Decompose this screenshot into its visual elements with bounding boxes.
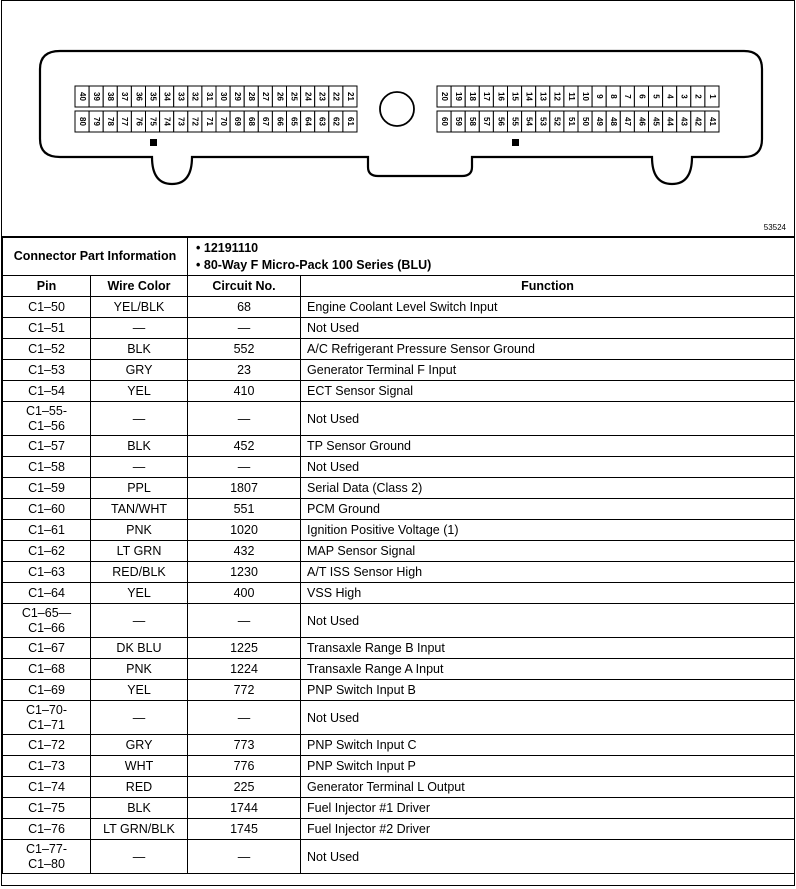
- circuit-cell: —: [188, 701, 301, 735]
- pin-label: C1–75: [28, 800, 65, 815]
- table-row: [3, 318, 795, 339]
- circuit-cell: 23: [188, 360, 301, 381]
- pin-label: C1–72: [28, 737, 65, 752]
- function-cell: Fuel Injector #2 Driver: [301, 819, 795, 840]
- circuit-cell: 225: [188, 777, 301, 798]
- right-bottom-row-cavity-number: 56: [496, 117, 506, 126]
- right-top-row-cavity-number: 2: [693, 94, 703, 99]
- wire-color-cell: YEL/BLK: [91, 297, 188, 318]
- pin-label: C1–52: [28, 341, 65, 356]
- circuit-cell: —: [188, 402, 301, 436]
- pin-cell: [3, 457, 91, 478]
- left-bottom-row-cavity-number: 79: [92, 117, 102, 126]
- wire-color-cell: —: [91, 318, 188, 339]
- left-bottom-row-cavity-number: 61: [345, 117, 355, 126]
- left-top-row-cavity-number: 30: [218, 92, 228, 101]
- table-row: [3, 659, 795, 680]
- left-bottom-row-cavity-number: 77: [120, 117, 130, 126]
- right-top-row-cavity-number: 18: [468, 92, 478, 101]
- pin-label: C1–69: [28, 682, 65, 697]
- left-bottom-row-cavity-number: 70: [218, 117, 228, 126]
- pin-cell: [3, 562, 91, 583]
- wire-color-cell: LT GRN: [91, 541, 188, 562]
- pin-label: C1–62: [28, 543, 65, 558]
- table-row: [3, 583, 795, 604]
- pin-cell: [3, 604, 91, 638]
- left-top-row-cavity-number: 38: [106, 92, 116, 101]
- circuit-cell: —: [188, 457, 301, 478]
- left-top-row-cavity-number: 39: [92, 92, 102, 101]
- center-hole: [380, 92, 414, 126]
- function-cell: Fuel Injector #1 Driver: [301, 798, 795, 819]
- circuit-cell: 1224: [188, 659, 301, 680]
- wire-color-cell: TAN/WHT: [91, 499, 188, 520]
- header-function: Function: [301, 276, 795, 297]
- circuit-cell: 1225: [188, 638, 301, 659]
- function-cell: ECT Sensor Signal: [301, 381, 795, 402]
- circuit-cell: 410: [188, 381, 301, 402]
- right-top-row-cavity-number: 1: [707, 94, 717, 99]
- left-bottom-row-cavity-number: 65: [289, 117, 299, 126]
- wire-color-cell: —: [91, 457, 188, 478]
- right-bottom-row-cavity-number: 52: [552, 117, 562, 126]
- wire-color-cell: RED/BLK: [91, 562, 188, 583]
- connector-page: [1, 0, 795, 886]
- pin-label: C1–77-: [26, 841, 67, 856]
- left-top-row-cavity-number: 35: [148, 92, 158, 101]
- table-row: [3, 638, 795, 659]
- function-cell: PNP Switch Input P: [301, 756, 795, 777]
- left-bottom-row-cavity-number: 62: [331, 117, 341, 126]
- left-top-row-cavity-number: 40: [77, 92, 87, 101]
- connector-info-label: Connector Part Information: [3, 238, 188, 276]
- pin-label: C1–61: [28, 522, 65, 537]
- right-top-row-cavity-number: 3: [679, 94, 689, 99]
- pinout-table: [2, 237, 795, 874]
- left-top-row-cavity-number: 34: [162, 92, 172, 101]
- left-bottom-row-cavity-number: 68: [247, 117, 257, 126]
- left-top-row-cavity-number: 28: [247, 92, 257, 101]
- pin-label: C1–59: [28, 480, 65, 495]
- right-top-row-cavity-number: 20: [439, 92, 449, 101]
- left-top-row-cavity-number: 24: [303, 92, 313, 101]
- pin-cell: [3, 638, 91, 659]
- function-cell: Engine Coolant Level Switch Input: [301, 297, 795, 318]
- circuit-cell: 776: [188, 756, 301, 777]
- pin-label: C1–58: [28, 459, 65, 474]
- function-cell: MAP Sensor Signal: [301, 541, 795, 562]
- right-top-row-cavity-number: 13: [538, 92, 548, 101]
- pin-cell: [3, 756, 91, 777]
- left-bottom-row-cavity-number: 78: [106, 117, 116, 126]
- left-bottom-row-cavity-number: 74: [162, 117, 172, 126]
- table-row: [3, 402, 795, 436]
- pin-label: C1–54: [28, 383, 65, 398]
- left-top-row-cavity-number: 21: [345, 92, 355, 101]
- table-row: [3, 457, 795, 478]
- pin-cell: [3, 701, 91, 735]
- right-top-row-cavity-number: 6: [637, 94, 647, 99]
- table-row: [3, 478, 795, 499]
- function-cell: A/C Refrigerant Pressure Sensor Ground: [301, 339, 795, 360]
- pin-label: C1–74: [28, 779, 65, 794]
- function-cell: Transaxle Range A Input: [301, 659, 795, 680]
- function-cell: TP Sensor Ground: [301, 436, 795, 457]
- left-bottom-row-cavity-number: 75: [148, 117, 158, 126]
- wire-color-cell: RED: [91, 777, 188, 798]
- pin-cell: [3, 777, 91, 798]
- table-row: [3, 756, 795, 777]
- pin-label: C1–70-: [26, 702, 67, 717]
- left-bottom-row-cavity-number: 67: [261, 117, 271, 126]
- pin-one-marker-right: [512, 139, 519, 146]
- pin-label: C1–76: [28, 821, 65, 836]
- function-cell: Not Used: [301, 604, 795, 638]
- header-circuit: Circuit No.: [188, 276, 301, 297]
- left-top-row-cavity-number: 27: [261, 92, 271, 101]
- header-pin: Pin: [3, 276, 91, 297]
- wire-color-cell: BLK: [91, 798, 188, 819]
- table-row: [3, 436, 795, 457]
- pin-one-marker-left: [150, 139, 157, 146]
- pin-cell: [3, 360, 91, 381]
- table-row: [3, 297, 795, 318]
- table-row: [3, 701, 795, 735]
- wire-color-cell: PNK: [91, 520, 188, 541]
- wire-color-cell: PNK: [91, 659, 188, 680]
- pin-cell: [3, 297, 91, 318]
- pin-cell: [3, 583, 91, 604]
- pin-cell: [3, 520, 91, 541]
- left-top-row-cavity-number: 36: [134, 92, 144, 101]
- table-row: [3, 562, 795, 583]
- wire-color-cell: —: [91, 701, 188, 735]
- right-top-row-cavity-number: 4: [665, 94, 675, 99]
- pin-cell: [3, 819, 91, 840]
- connector-info-values: [188, 238, 795, 276]
- wire-color-cell: YEL: [91, 680, 188, 701]
- table-row: [3, 798, 795, 819]
- circuit-cell: 68: [188, 297, 301, 318]
- wire-color-cell: —: [91, 604, 188, 638]
- left-top-row-cavity-number: 22: [331, 92, 341, 101]
- wire-color-cell: PPL: [91, 478, 188, 499]
- pin-cell: [3, 798, 91, 819]
- right-bottom-row-cavity-number: 54: [524, 117, 534, 126]
- header-wire-color: Wire Color: [91, 276, 188, 297]
- circuit-cell: 1020: [188, 520, 301, 541]
- circuit-cell: 1807: [188, 478, 301, 499]
- table-row: [3, 499, 795, 520]
- circuit-cell: 1745: [188, 819, 301, 840]
- pin-cell: [3, 339, 91, 360]
- circuit-cell: 1744: [188, 798, 301, 819]
- wire-color-cell: YEL: [91, 381, 188, 402]
- pin-cell: [3, 840, 91, 874]
- function-cell: Not Used: [301, 402, 795, 436]
- circuit-cell: 432: [188, 541, 301, 562]
- right-top-row-cavity-number: 11: [566, 92, 576, 101]
- circuit-cell: —: [188, 318, 301, 339]
- function-cell: PNP Switch Input B: [301, 680, 795, 701]
- circuit-cell: 772: [188, 680, 301, 701]
- left-bottom-row-cavity-number: 71: [204, 117, 214, 126]
- right-top-row-cavity-number: 16: [496, 92, 506, 101]
- right-bottom-row-cavity-number: 59: [454, 117, 464, 126]
- pin-cell: [3, 499, 91, 520]
- left-top-row-cavity-number: 32: [190, 92, 200, 101]
- connector-diagram: [2, 1, 794, 237]
- function-cell: Ignition Positive Voltage (1): [301, 520, 795, 541]
- function-cell: Not Used: [301, 457, 795, 478]
- pin-label: C1–73: [28, 758, 65, 773]
- right-top-row-cavity-number: 12: [552, 92, 562, 101]
- function-cell: VSS High: [301, 583, 795, 604]
- table-row: [3, 735, 795, 756]
- left-bottom-row-cavity-number: 72: [190, 117, 200, 126]
- table-header-row: [3, 276, 795, 297]
- right-bottom-row-cavity-number: 58: [468, 117, 478, 126]
- left-top-row-cavity-number: 31: [204, 92, 214, 101]
- wire-color-cell: WHT: [91, 756, 188, 777]
- left-bottom-row-cavity-number: 76: [134, 117, 144, 126]
- right-bottom-row-cavity-number: 41: [707, 117, 717, 126]
- left-bottom-row-cavity-number: 80: [77, 117, 87, 126]
- table-row: [3, 381, 795, 402]
- right-top-row-cavity-number: 8: [609, 94, 619, 99]
- table-row: [3, 604, 795, 638]
- left-top-row-cavity-number: 23: [317, 92, 327, 101]
- table-row: [3, 819, 795, 840]
- connector-description: • 80-Way F Micro-Pack 100 Series (BLU): [196, 257, 432, 272]
- pin-cell: [3, 735, 91, 756]
- circuit-cell: 773: [188, 735, 301, 756]
- circuit-cell: —: [188, 604, 301, 638]
- pin-label-end: C1–56: [28, 418, 65, 433]
- right-bottom-row-cavity-number: 57: [482, 117, 492, 126]
- pin-label: C1–64: [28, 585, 65, 600]
- pin-label: C1–68: [28, 661, 65, 676]
- wire-color-cell: YEL: [91, 583, 188, 604]
- function-cell: Not Used: [301, 840, 795, 874]
- pin-label: C1–60: [28, 501, 65, 516]
- pin-cell: [3, 478, 91, 499]
- pin-label: C1–67: [28, 640, 65, 655]
- right-top-row-cavity-number: 15: [510, 92, 520, 101]
- circuit-cell: 452: [188, 436, 301, 457]
- table-row: [3, 777, 795, 798]
- pin-label: C1–53: [28, 362, 65, 377]
- wire-color-cell: DK BLU: [91, 638, 188, 659]
- circuit-cell: —: [188, 840, 301, 874]
- pin-label-end: C1–66: [28, 620, 65, 635]
- pin-cell: [3, 318, 91, 339]
- right-bottom-row-cavity-number: 53: [538, 117, 548, 126]
- right-top-row-cavity-number: 19: [454, 92, 464, 101]
- table-row: [3, 541, 795, 562]
- function-cell: PNP Switch Input C: [301, 735, 795, 756]
- left-bottom-row-cavity-number: 66: [275, 117, 285, 126]
- pin-label-end: C1–71: [28, 717, 65, 732]
- pin-cell: [3, 659, 91, 680]
- left-bottom-row-cavity-number: 63: [317, 117, 327, 126]
- right-bottom-row-cavity-number: 51: [566, 117, 576, 126]
- right-top-row-cavity-number: 9: [595, 94, 605, 99]
- left-bottom-row-cavity-number: 69: [233, 117, 243, 126]
- right-bottom-row-cavity-number: 45: [651, 117, 661, 126]
- function-cell: Serial Data (Class 2): [301, 478, 795, 499]
- circuit-cell: 551: [188, 499, 301, 520]
- wire-color-cell: GRY: [91, 360, 188, 381]
- function-cell: Not Used: [301, 318, 795, 339]
- table-row: [3, 840, 795, 874]
- pin-cell: [3, 541, 91, 562]
- pin-label: C1–63: [28, 564, 65, 579]
- right-bottom-row-cavity-number: 42: [693, 117, 703, 126]
- table-row: [3, 339, 795, 360]
- pin-cell: [3, 680, 91, 701]
- function-cell: Transaxle Range B Input: [301, 638, 795, 659]
- left-bottom-row-cavity-number: 73: [176, 117, 186, 126]
- part-number: • 12191110: [196, 240, 259, 255]
- right-bottom-row-cavity-number: 55: [510, 117, 520, 126]
- wire-color-cell: GRY: [91, 735, 188, 756]
- wire-color-cell: LT GRN/BLK: [91, 819, 188, 840]
- table-row: [3, 360, 795, 381]
- pin-label: C1–55-: [26, 403, 67, 418]
- circuit-cell: 552: [188, 339, 301, 360]
- left-top-row-cavity-number: 37: [120, 92, 130, 101]
- right-top-row-cavity-number: 17: [482, 92, 492, 101]
- pin-cell: [3, 436, 91, 457]
- left-top-row-cavity-number: 25: [289, 92, 299, 101]
- pin-label: C1–51: [28, 320, 65, 335]
- wire-color-cell: —: [91, 402, 188, 436]
- pin-label: C1–57: [28, 438, 65, 453]
- function-cell: Generator Terminal F Input: [301, 360, 795, 381]
- right-top-row-cavity-number: 14: [524, 92, 534, 101]
- right-top-row-cavity-number: 7: [623, 94, 633, 99]
- wire-color-cell: BLK: [91, 436, 188, 457]
- pin-label: C1–65—: [21, 605, 72, 620]
- wire-color-cell: BLK: [91, 339, 188, 360]
- function-cell: PCM Ground: [301, 499, 795, 520]
- connector-info-row: [3, 238, 795, 276]
- right-bottom-row-cavity-number: 43: [679, 117, 689, 126]
- pin-cell: [3, 402, 91, 436]
- left-top-row-cavity-number: 33: [176, 92, 186, 101]
- right-bottom-row-cavity-number: 48: [609, 117, 619, 126]
- table-row: [3, 520, 795, 541]
- connector-face-drawing: [2, 1, 794, 237]
- pin-label-end: C1–80: [28, 856, 65, 871]
- right-bottom-row-cavity-number: 47: [623, 117, 633, 126]
- table-row: [3, 680, 795, 701]
- pin-cell: [3, 381, 91, 402]
- right-bottom-row-cavity-number: 50: [580, 117, 590, 126]
- pin-label: C1–50: [28, 299, 65, 314]
- circuit-cell: 400: [188, 583, 301, 604]
- wire-color-cell: —: [91, 840, 188, 874]
- circuit-cell: 1230: [188, 562, 301, 583]
- function-cell: Not Used: [301, 701, 795, 735]
- left-top-row-cavity-number: 26: [275, 92, 285, 101]
- left-top-row-cavity-number: 29: [233, 92, 243, 101]
- right-bottom-row-cavity-number: 46: [637, 117, 647, 126]
- right-top-row-cavity-number: 10: [580, 92, 590, 101]
- function-cell: A/T ISS Sensor High: [301, 562, 795, 583]
- right-top-row-cavity-number: 5: [651, 94, 661, 99]
- right-bottom-row-cavity-number: 44: [665, 117, 675, 126]
- left-bottom-row-cavity-number: 64: [303, 117, 313, 126]
- function-cell: Generator Terminal L Output: [301, 777, 795, 798]
- right-bottom-row-cavity-number: 60: [439, 117, 449, 126]
- right-bottom-row-cavity-number: 49: [595, 117, 605, 126]
- figure-id: 53524: [763, 223, 786, 232]
